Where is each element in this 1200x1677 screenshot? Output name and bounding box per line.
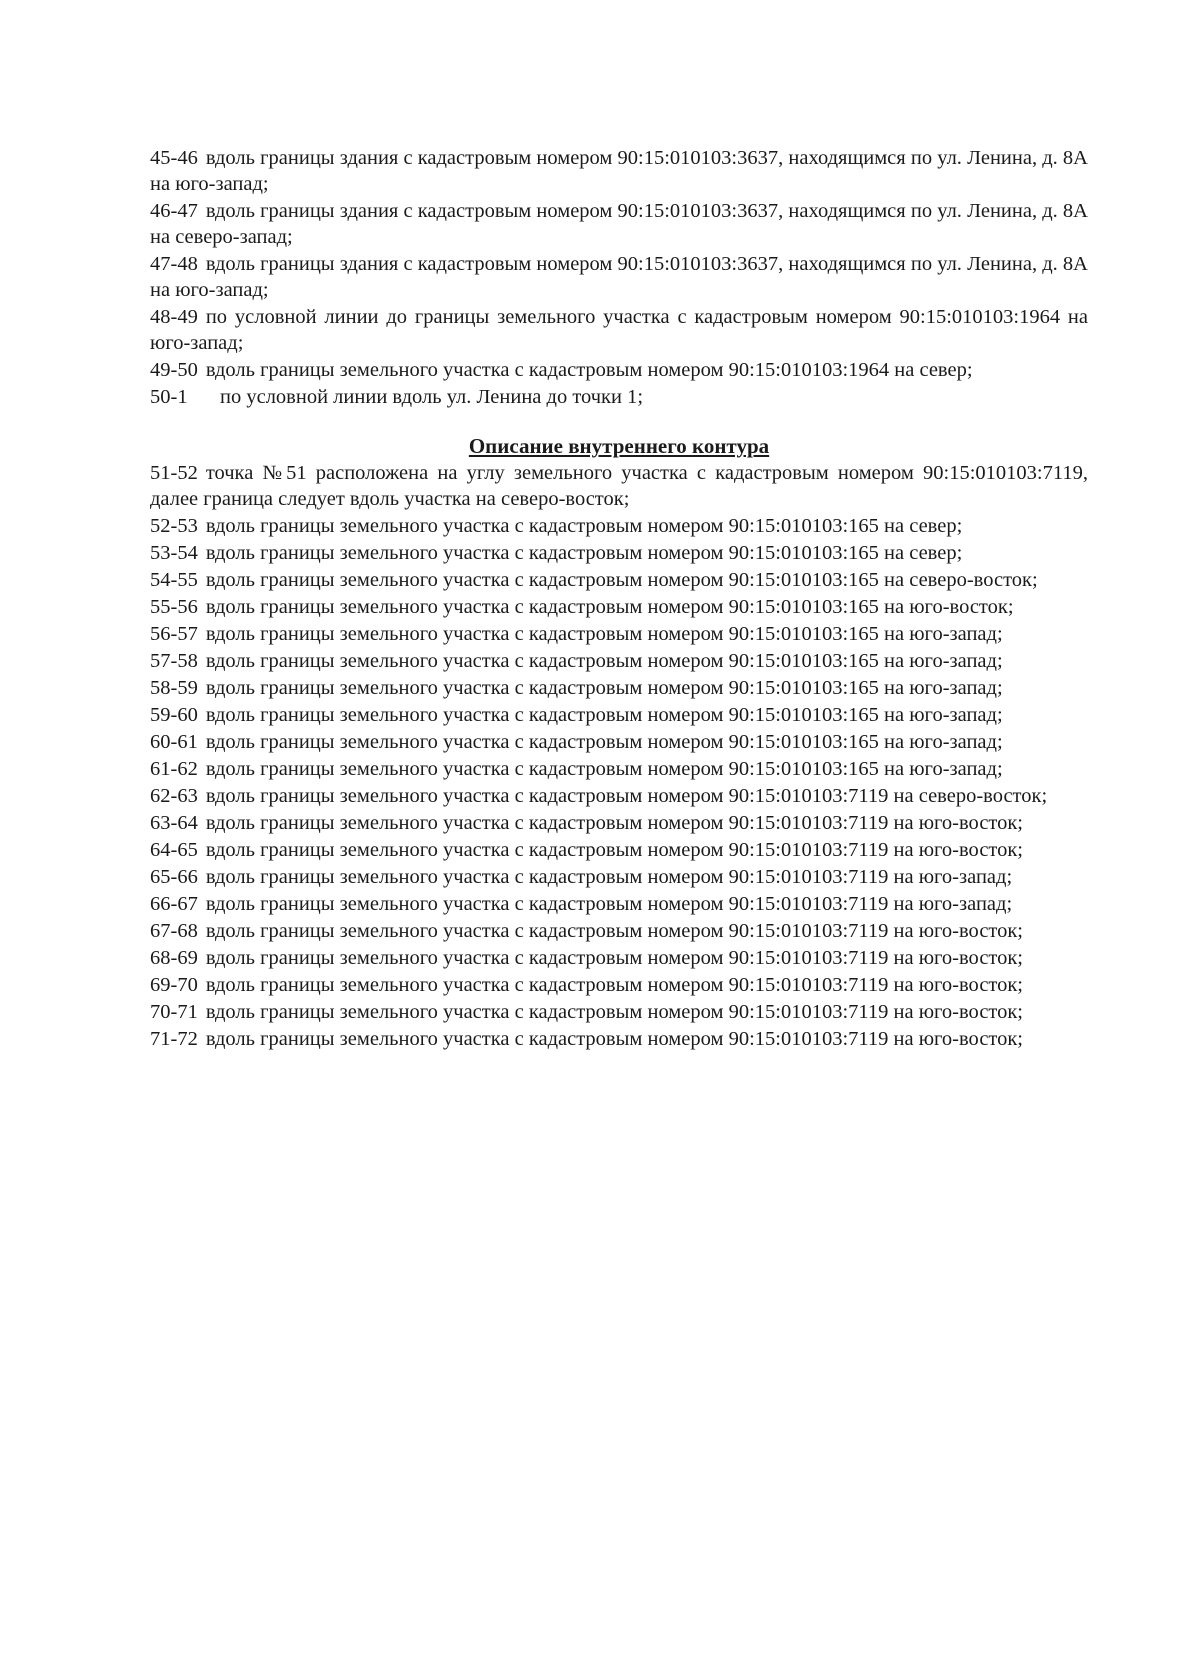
list-item: [150, 972, 1088, 998]
segment-number: 68-69: [150, 947, 198, 969]
segment-number: 59-60: [150, 704, 198, 726]
list-item: [150, 1026, 1088, 1052]
list-item: [150, 729, 1088, 755]
segment-text: вдоль границы земельного участка с кадастровым номером 90:15:010103:165 на юго-запад;: [205, 650, 1003, 672]
segment-text: вдоль границы земельного участка с кадастровым номером 90:15:010103:7119 на юго-восток;: [205, 1001, 1024, 1023]
segment-number: 63-64: [150, 812, 198, 834]
list-item: [150, 251, 1088, 303]
segment-text: вдоль границы земельного участка с кадастровым номером 90:15:010103:165 на северо-восток;: [205, 569, 1038, 591]
segment-number: 60-61: [150, 731, 198, 753]
segment-number: 48-49: [150, 306, 198, 328]
segment-text: вдоль границы здания с кадастровым номером 90:15:010103:3637, находящимся по ул. Ленина, д. 8А на юго-запад;: [150, 253, 1088, 301]
segment-text: вдоль границы земельного участка с кадастровым номером 90:15:010103:7119 на юго-восток;: [205, 812, 1024, 834]
list-item: [150, 304, 1088, 356]
segment-text: вдоль границы земельного участка с кадастровым номером 90:15:010103:7119 на юго-запад;: [205, 866, 1013, 888]
segment-text: вдоль границы земельного участка с кадастровым номером 90:15:010103:7119 на юго-восток;: [205, 920, 1024, 942]
segment-number: 70-71: [150, 1001, 198, 1023]
list-item: [150, 702, 1088, 728]
segment-text: вдоль границы земельного участка с кадастровым номером 90:15:010103:7119 на юго-запад;: [205, 893, 1013, 915]
segment-text: вдоль границы земельного участка с кадастровым номером 90:15:010103:7119 на юго-восток;: [205, 974, 1024, 996]
segment-number: 55-56: [150, 596, 198, 618]
segment-text: вдоль границы земельного участка с кадастровым номером 90:15:010103:1964 на север;: [205, 359, 973, 381]
segment-text: вдоль границы земельного участка с кадастровым номером 90:15:010103:165 на юго-запад;: [205, 704, 1003, 726]
segment-number: 46-47: [150, 200, 198, 222]
segment-number: 47-48: [150, 253, 198, 275]
segment-number: 49-50: [150, 359, 198, 381]
list-item: [150, 648, 1088, 674]
segment-text: вдоль границы земельного участка с кадастровым номером 90:15:010103:7119 на юго-восток;: [205, 839, 1024, 861]
list-item: [150, 357, 1088, 383]
segment-number: 61-62: [150, 758, 198, 780]
segment-text: вдоль границы земельного участка с кадастровым номером 90:15:010103:165 на юго-восток;: [205, 596, 1014, 618]
inner-contour-list: [150, 460, 1088, 1052]
segment-text: по условной линии до границы земельного участка с кадастровым номером 90:15:010103:1964 на юго-запад;: [150, 306, 1088, 354]
outer-contour-list: [150, 145, 1088, 410]
list-item: [150, 540, 1088, 566]
segment-text: вдоль границы земельного участка с кадастровым номером 90:15:010103:165 на юго-запад;: [205, 731, 1003, 753]
segment-number: 65-66: [150, 866, 198, 888]
list-item: [150, 594, 1088, 620]
list-item: [150, 675, 1088, 701]
segment-text: вдоль границы земельного участка с кадастровым номером 90:15:010103:165 на север;: [205, 515, 963, 537]
segment-text: вдоль границы земельного участка с кадастровым номером 90:15:010103:165 на юго-запад;: [205, 758, 1003, 780]
segment-text: вдоль границы земельного участка с кадастровым номером 90:15:010103:165 на юго-запад;: [205, 623, 1003, 645]
segment-text: точка №51 расположена на углу земельного участка с кадастровым номером 90:15:010103:7119, далее граница следует вдоль участка на северо-восток;: [150, 462, 1088, 510]
list-item: [150, 891, 1088, 917]
segment-number: 71-72: [150, 1028, 198, 1050]
list-item: [150, 384, 1088, 410]
list-item: [150, 999, 1088, 1025]
inner-contour-title: Описание внутреннего контура: [468, 434, 770, 458]
segment-number: 64-65: [150, 839, 198, 861]
list-item: [150, 621, 1088, 647]
list-item: [150, 864, 1088, 890]
document-page: [150, 145, 1088, 1053]
list-item: [150, 145, 1088, 197]
segment-text: вдоль границы земельного участка с кадастровым номером 90:15:010103:7119 на юго-восток;: [205, 1028, 1024, 1050]
segment-number: 69-70: [150, 974, 198, 996]
segment-number: 52-53: [150, 515, 198, 537]
segment-number: 45-46: [150, 147, 198, 169]
list-item: [150, 756, 1088, 782]
segment-number: 50-1: [150, 386, 188, 408]
segment-text: вдоль границы земельного участка с кадастровым номером 90:15:010103:165 на север;: [205, 542, 963, 564]
list-item: [150, 460, 1088, 512]
list-item: [150, 513, 1088, 539]
segment-number: 57-58: [150, 650, 198, 672]
segment-text: вдоль границы земельного участка с кадастровым номером 90:15:010103:165 на юго-запад;: [205, 677, 1003, 699]
list-item: [150, 567, 1088, 593]
segment-number: 53-54: [150, 542, 198, 564]
list-item: [150, 918, 1088, 944]
segment-text: вдоль границы земельного участка с кадастровым номером 90:15:010103:7119 на северо-восток;: [205, 785, 1048, 807]
segment-number: 67-68: [150, 920, 198, 942]
segment-number: 56-57: [150, 623, 198, 645]
segment-number: 66-67: [150, 893, 198, 915]
list-item: [150, 837, 1088, 863]
segment-text: вдоль границы здания с кадастровым номером 90:15:010103:3637, находящимся по ул. Ленина, д. 8А на юго-запад;: [150, 147, 1088, 195]
segment-number: 62-63: [150, 785, 198, 807]
segment-number: 58-59: [150, 677, 198, 699]
segment-text: по условной линии вдоль ул. Ленина до точки 1;: [220, 386, 644, 408]
list-item: [150, 810, 1088, 836]
segment-text: вдоль границы здания с кадастровым номером 90:15:010103:3637, находящимся по ул. Ленина, д. 8А на северо-запад;: [150, 200, 1088, 248]
segment-text: вдоль границы земельного участка с кадастровым номером 90:15:010103:7119 на юго-восток;: [205, 947, 1024, 969]
segment-number: 51-52: [150, 462, 198, 484]
list-item: [150, 945, 1088, 971]
list-item: [150, 783, 1088, 809]
list-item: [150, 198, 1088, 250]
segment-number: 54-55: [150, 569, 198, 591]
